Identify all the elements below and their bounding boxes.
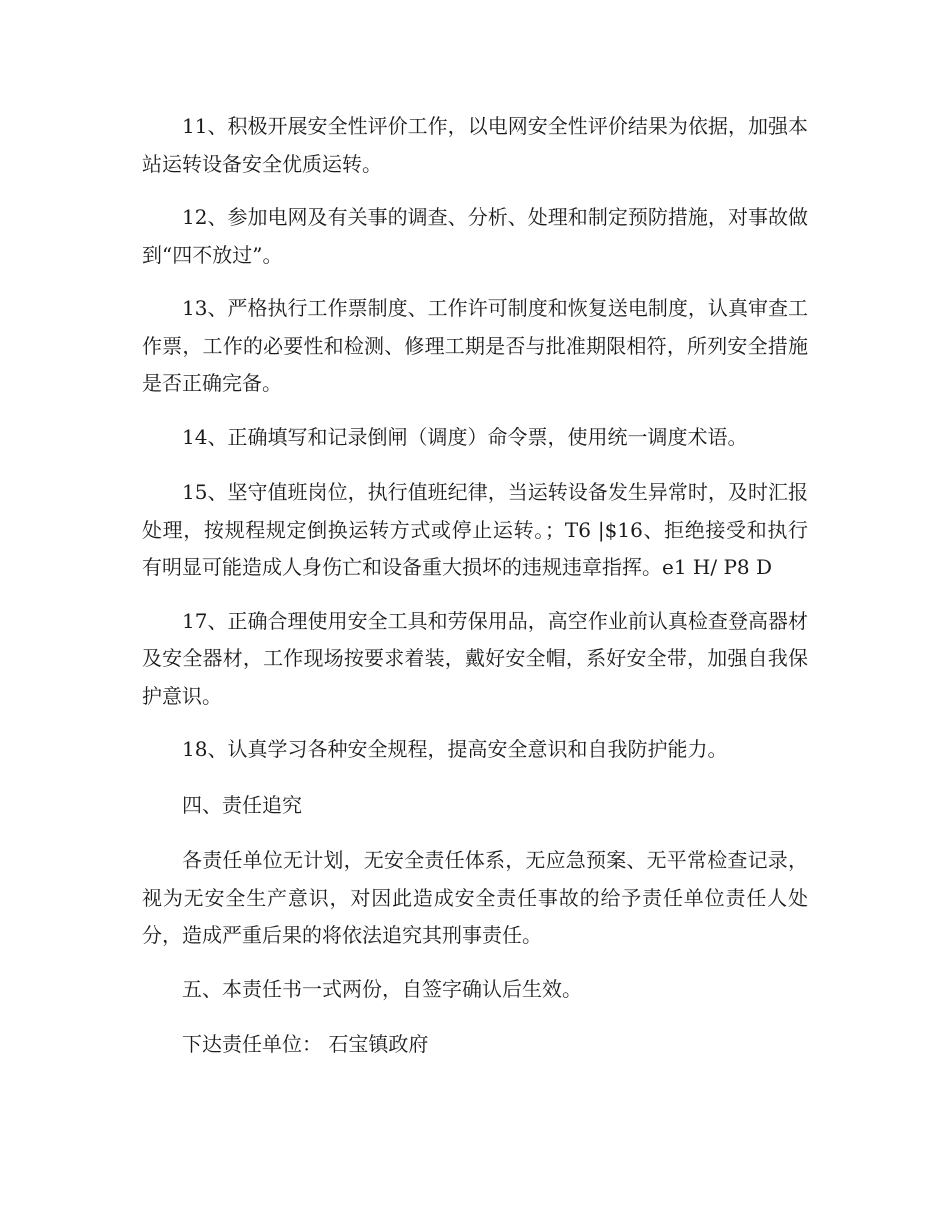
paragraph-item-15-16: 15、坚守值班岗位，执行值班纪律，当运转设备发生异常时，及时汇报处理，按规程规定倒换运转方式或停止运转。；T6 |$16、拒绝接受和执行有明显可能造成人身伤亡和设备重大损坏的违规违章指挥。e1 H/ P8 D [142, 480, 808, 579]
paragraph-item-14: 14、正确填写和记录倒闸（调度）命令票，使用统一调度术语。 [182, 424, 748, 449]
paragraph-item-18: 18、认真学习各种安全规程，提高安全意识和自我防护能力。 [182, 737, 728, 761]
paragraph-accountability: 各责任单位无计划，无安全责任体系，无应急预案、无平常检查记录，视为无安全生产意识，对因此造成安全责任事故的给予责任单位责任人处分，造成严重后果的将依法追究其刑事责任。 [142, 848, 808, 947]
paragraph-item-12: 12、参加电网及有关事的调查、分析、处理和制定预防措施，对事故做到“四不放过”。 [142, 205, 808, 267]
paragraph-effective: 五、本责任书一式两份，自签字确认后生效。 [182, 976, 582, 1001]
document-body [142, 108, 808, 1082]
paragraph-item-13: 13、严格执行工作票制度、工作许可制度和恢复送电制度，认真审查工作票，工作的必要性和检测、修理工期是否与批准期限相符，所列安全措施是否正确完备。 [142, 296, 808, 395]
paragraph-item-17: 17、正确合理使用安全工具和劳保用品，高空作业前认真检查登高器材及安全器材，工作现场按要求着装，戴好安全帽，系好安全带，加强自我保护意识。 [142, 608, 808, 708]
paragraph-item-11: 11、积极开展安全性评价工作，以电网安全性评价结果为依据，加强本站运转设备安全优质运转。 [142, 114, 808, 176]
paragraph-issuing-unit: 下达责任单位： 石宝镇政府 [182, 1032, 429, 1056]
section-heading-accountability: 四、责任追究 [182, 792, 302, 817]
